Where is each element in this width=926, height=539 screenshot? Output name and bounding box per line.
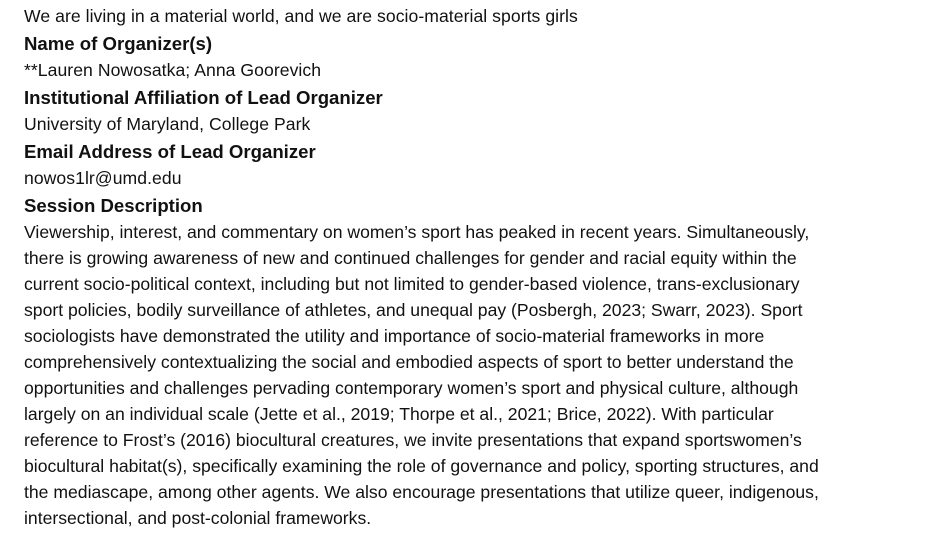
organizers-value: **Lauren Nowosatka; Anna Goorevich (24, 60, 322, 80)
affiliation-heading: Institutional Affiliation of Lead Organizer (24, 87, 383, 108)
description-line: reference to Frost’s (2016) biocultural creatures, we invite presentations that expand sportswomen’s (24, 430, 802, 450)
description-line: the mediascape, among other agents. We also encourage presentations that utilize queer, indigenous, (24, 482, 819, 502)
description-line: largely on an individual scale (Jette et al., 2019; Thorpe et al., 2021; Brice, 2022). With particular (24, 404, 774, 424)
description-line: sociologists have demonstrated the utility and importance of socio-material frameworks in more (24, 326, 765, 346)
description-heading: Session Description (24, 195, 203, 216)
email-heading: Email Address of Lead Organizer (24, 141, 316, 162)
affiliation-value: University of Maryland, College Park (24, 114, 311, 134)
email-value: nowos1lr@umd.edu (24, 168, 182, 188)
description-line: sport policies, bodily surveillance of athletes, and unequal pay (Posbergh, 2023; Swarr, 2023). Sport (24, 300, 803, 320)
description-line: comprehensively contextualizing the social and embodied aspects of sport to better understand the (24, 352, 794, 372)
session-description (24, 219, 919, 531)
description-line: opportunities and challenges pervading contemporary women’s sport and physical culture, although (24, 378, 799, 398)
description-line: Viewership, interest, and commentary on women’s sport has peaked in recent years. Simultaneously, (24, 222, 810, 242)
description-line: intersectional, and post-colonial frameworks. (24, 508, 372, 528)
document (24, 3, 919, 531)
description-line: biocultural habitat(s), specifically examining the role of governance and policy, sporting structures, and (24, 456, 819, 476)
description-line: current socio-political context, including but not limited to gender-based violence, trans-exclusionary (24, 274, 800, 294)
session-title: We are living in a material world, and we are socio-material sports girls (24, 6, 578, 26)
description-line: there is growing awareness of new and continued challenges for gender and racial equity within the (24, 248, 797, 268)
organizers-heading: Name of Organizer(s) (24, 33, 213, 54)
